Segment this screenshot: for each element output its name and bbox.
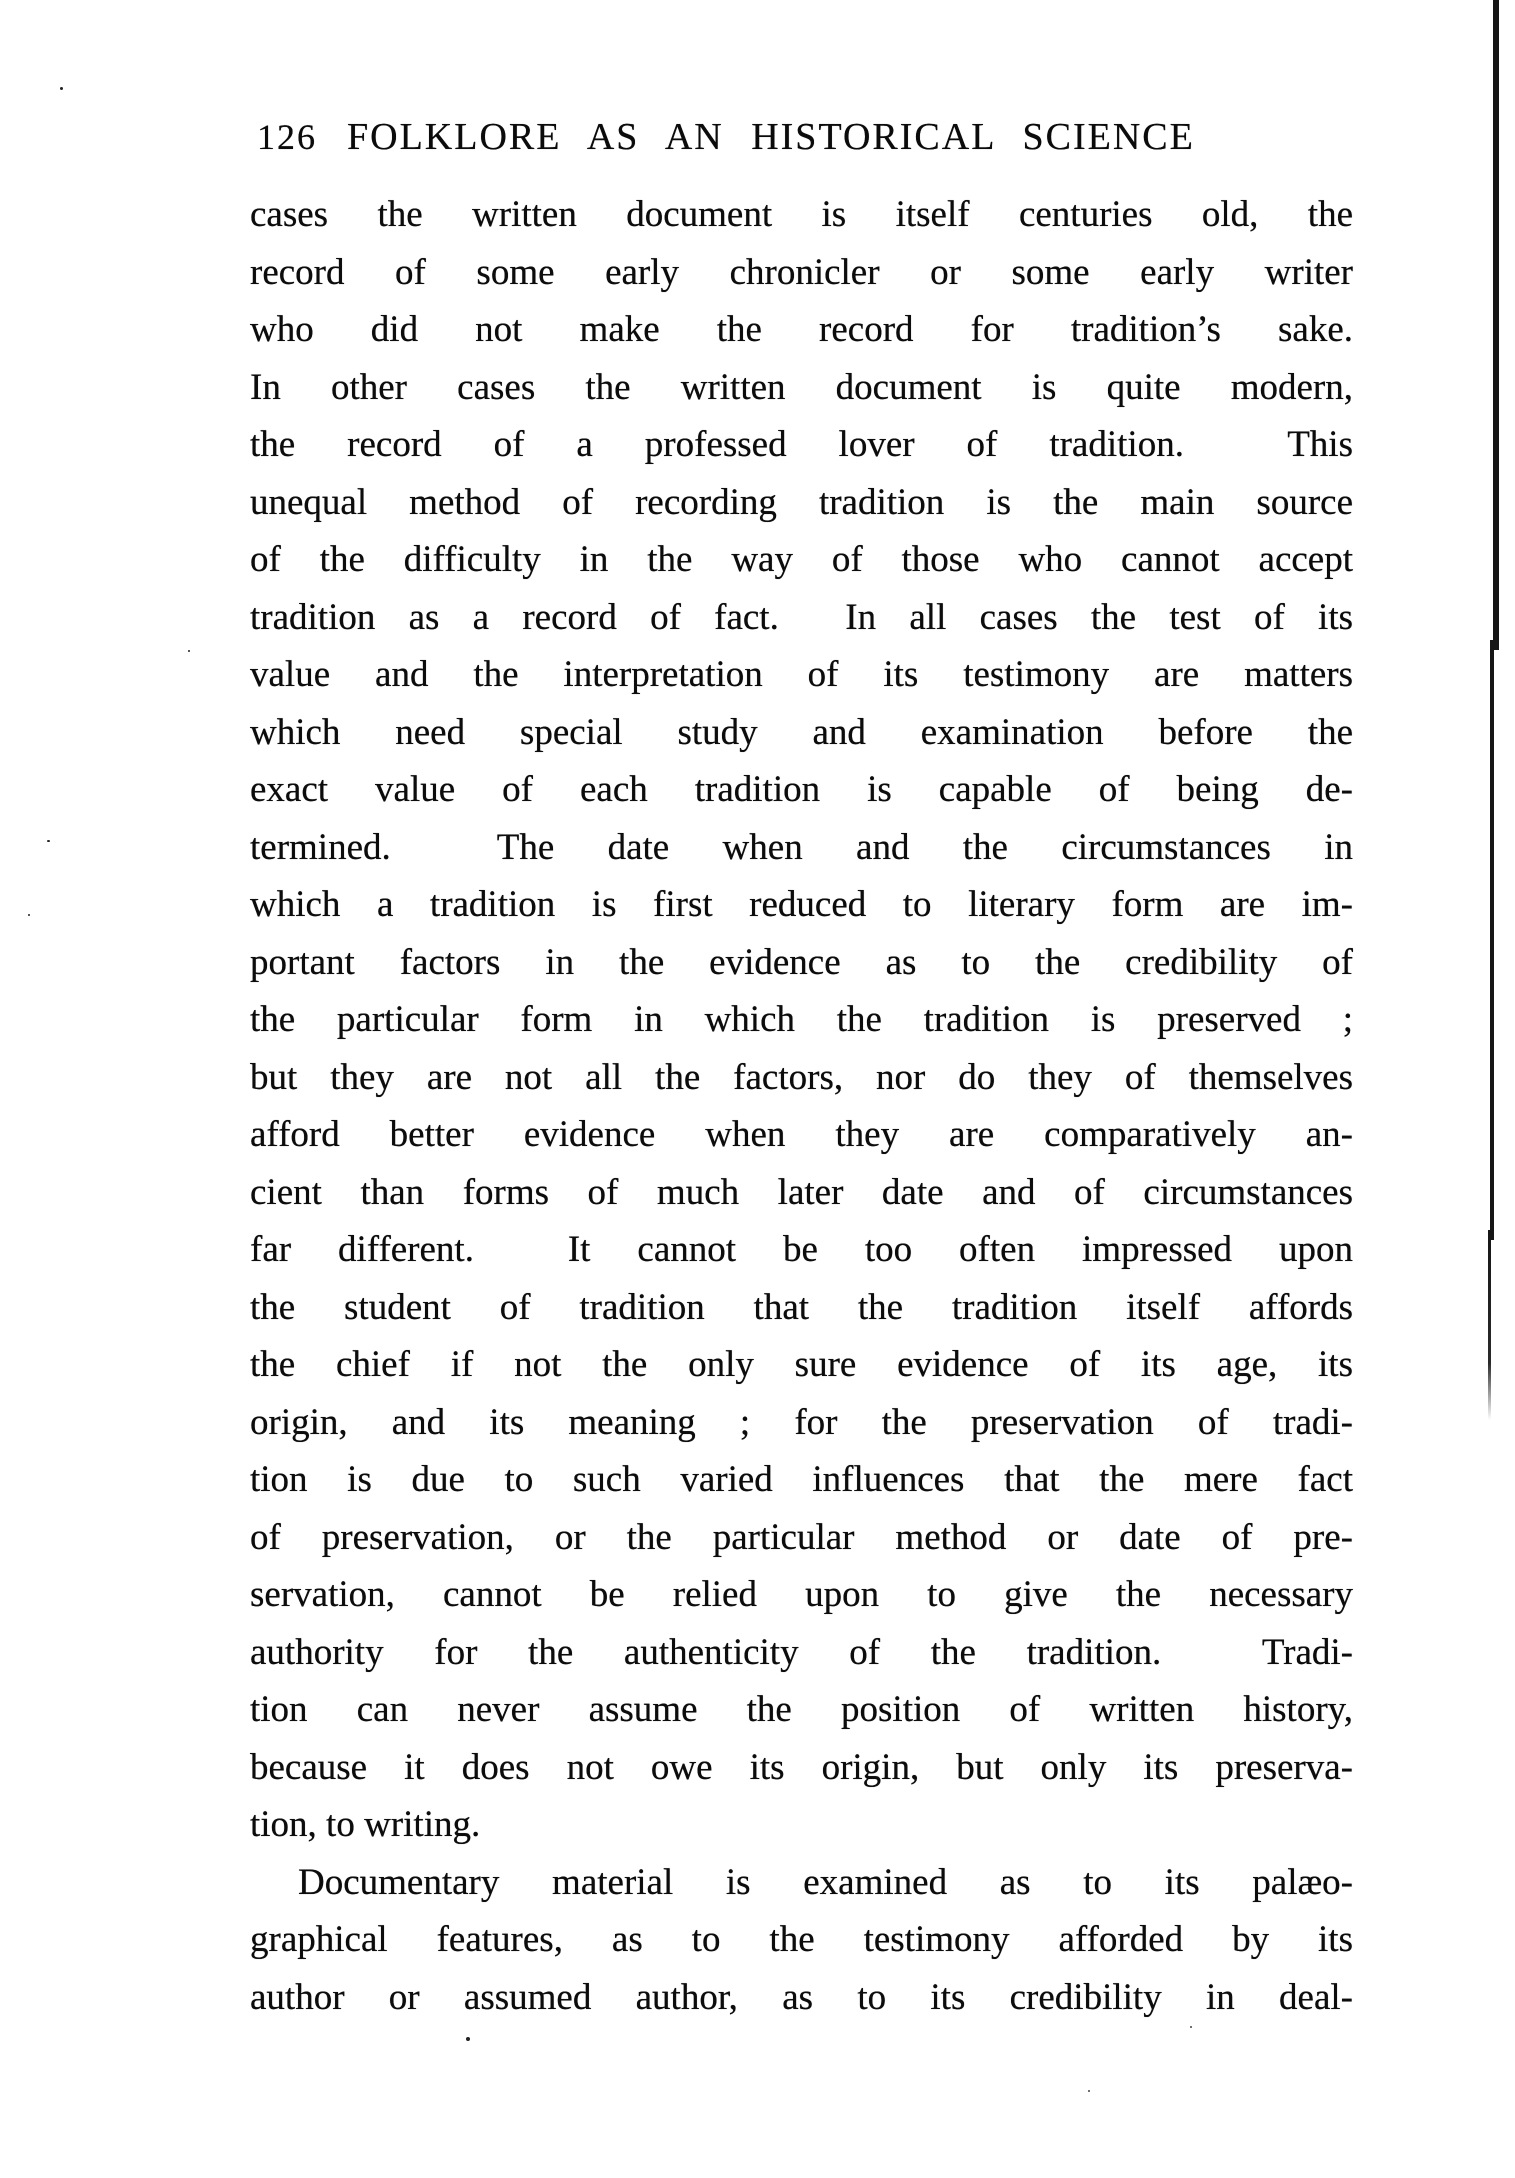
text-line: portant factors in the evidence as to the credibility of [250,941,1353,983]
page-edge-line [1488,1230,1491,1420]
scan-speck [28,914,30,916]
text-line: which a tradition is first reduced to literary form are im- [250,884,1353,925]
text-line: cient than forms of much later date and of circumstances [250,1171,1353,1213]
page-number: 126 [257,117,317,157]
text-line: of preservation, or the particular method or date of pre- [250,1516,1353,1558]
text-line: tion is due to such varied influences that the mere fact [250,1459,1353,1500]
text-line: which need special study and examination before the [250,711,1353,753]
page-body [250,186,1353,2026]
page-edge-line [1493,0,1499,650]
text-line: authority for the authenticity of the tradition. Tradi- [250,1631,1353,1673]
scan-speck [60,87,63,90]
text-line: far different. It cannot be too often impressed upon [250,1229,1353,1270]
page-edge-line [1490,640,1494,1240]
text-line: cases the written document is itself centuries old, the [250,194,1353,235]
text-line: record of some early chronicler or some early writer [250,251,1353,293]
text-line: afford better evidence when they are comparatively an- [250,1114,1353,1155]
text-line: the particular form in which the tradition is preserved ; [250,999,1353,1040]
text-line: but they are not all the factors, nor do they of themselves [250,1056,1353,1098]
text-line: value and the interpretation of its testimony are matters [250,654,1353,695]
text-line: In other cases the written document is quite modern, [250,366,1353,408]
text-line: of the difficulty in the way of those who cannot accept [250,539,1353,580]
text-line: author or assumed author, as to its credibility in deal- [250,1976,1353,2018]
text-line: unequal method of recording tradition is the main source [250,481,1353,523]
text-line: termined. The date when and the circumstances in [250,826,1353,868]
text-line: tion, to writing. [250,1804,481,1845]
scan-speck [1088,2090,1090,2092]
text-line: who did not make the record for tradition’s sake. [250,309,1353,350]
text-line: graphical features, as to the testimony afforded by its [250,1919,1353,1960]
running-title: FOLKLORE AS AN HISTORICAL SCIENCE [347,116,1195,158]
scan-speck [1190,2026,1192,2028]
text-line: tradition as a record of fact. In all cases the test of its [250,596,1353,638]
text-line: origin, and its meaning ; for the preservation of tradi- [250,1401,1353,1443]
scan-speck [188,650,190,652]
scan-speck [47,840,50,842]
text-line: the chief if not the only sure evidence of its age, its [250,1344,1353,1385]
text-line: the student of tradition that the tradition itself affords [250,1286,1353,1328]
text-line: exact value of each tradition is capable of being de- [250,769,1353,810]
page-header [257,116,1195,158]
text-line: Documentary material is examined as to its palæo- [298,1861,1353,1903]
text-line: the record of a professed lover of tradition. This [250,424,1353,465]
text-line: servation, cannot be relied upon to give the necessary [250,1574,1353,1615]
scan-speck [466,2037,470,2041]
text-line: tion can never assume the position of written history, [250,1689,1353,1730]
text-line: because it does not owe its origin, but only its preserva- [250,1746,1353,1788]
